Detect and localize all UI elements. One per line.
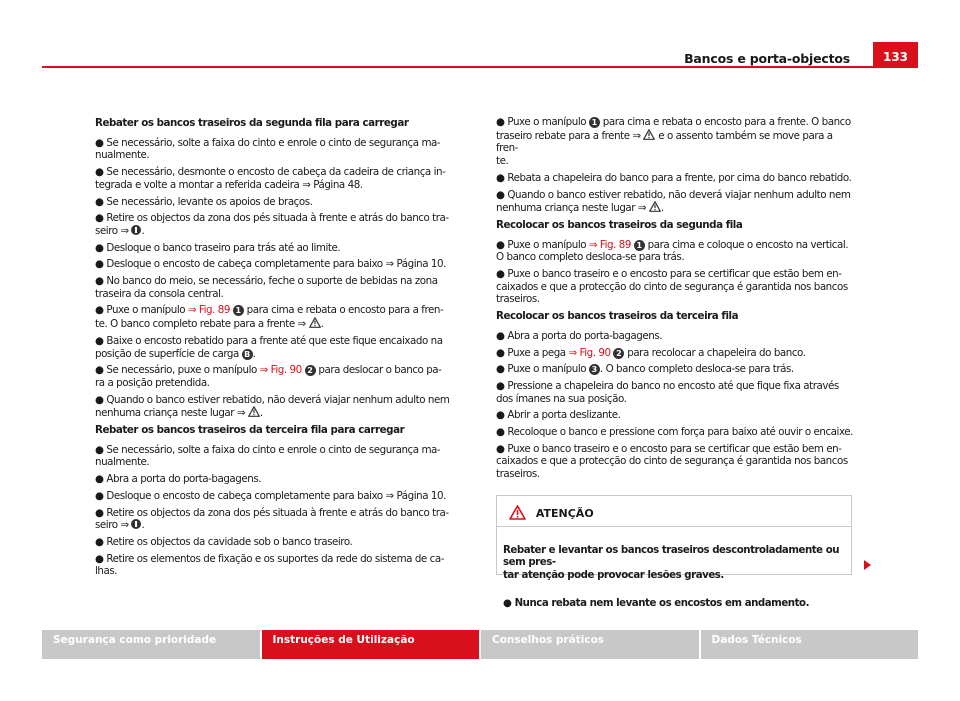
bullet-item (95, 394, 465, 420)
item-text: para recolocar a chapeleira do banco. (624, 346, 806, 359)
section-heading (95, 424, 465, 437)
bullet-marker: ● (95, 275, 104, 288)
bullet-marker: ● (95, 136, 104, 149)
footer-tab[interactable]: Conselhos práticos (481, 630, 699, 659)
figure-reference-link[interactable]: ⇒ Fig. 90 (259, 364, 302, 377)
callout-number-badge: 1 (233, 305, 244, 316)
footer-tab[interactable]: Dados Técnicos (701, 630, 919, 659)
bullet-item (496, 443, 856, 481)
item-text: Puxe o manípulo (106, 304, 188, 317)
bullet-marker: ● (95, 364, 104, 377)
bullet-item (496, 363, 856, 376)
item-text: Abrir a porta deslizante. (507, 409, 621, 422)
item-text: Desloque o banco traseiro para trás até ao limite. (106, 241, 341, 254)
item-text: Recolocar os bancos traseiros da segunda fila (496, 218, 743, 231)
bullet-marker: ● (95, 258, 104, 271)
item-text: Puxe o manípulo (507, 116, 589, 128)
warning-triangle-icon (309, 317, 321, 328)
bullet-item (95, 364, 465, 389)
warning-text: Rebater e levantar os bancos traseiros descontroladamente ou sem pres- tar atenção pode provocar lesões graves. (503, 544, 840, 581)
bullet-item (496, 172, 856, 185)
item-text: Quando o banco estiver rebatido, não deverá viajar nenhum adulto nem nenhuma criança neste lugar ⇒ (496, 188, 851, 215)
footer-nav (42, 630, 918, 659)
bullet-item (496, 380, 856, 405)
info-icon (131, 519, 141, 529)
callout-number-badge: 2 (613, 348, 624, 359)
warning-triangle-icon (248, 406, 260, 417)
item-text: Desloque o encosto de cabeça completamente para baixo ⇒ Página 10. (106, 258, 446, 271)
item-text: Se necessário, puxe o manípulo (106, 364, 260, 377)
bullet-marker: ● (95, 393, 104, 406)
bullet-item (95, 242, 465, 255)
bullet-item (496, 347, 856, 360)
item-text: Puxe o manípulo (507, 238, 589, 251)
bullet-item (95, 473, 465, 486)
warning-triangle-icon (509, 505, 526, 520)
item-text: . (141, 519, 145, 532)
item-text: Baixe o encosto rebatido para a frente até que este fique encaixado na posição de superfície de carga (95, 334, 443, 360)
item-text: Rebater os bancos traseiros da terceira fila para carregar (95, 424, 405, 437)
bullet-marker: ● (496, 329, 505, 342)
item-text: Puxe o manípulo (507, 363, 589, 376)
footer-tab[interactable]: Segurança como prioridade (42, 630, 260, 659)
figure-reference-link[interactable]: ⇒ Fig. 90 (568, 346, 611, 359)
bullet-item (496, 426, 856, 439)
section-title: Bancos e porta-objectos (684, 51, 850, 66)
warning-header (497, 496, 851, 527)
right-column (496, 116, 856, 485)
bullet-marker: ● (95, 489, 104, 502)
warning-title: ATENÇÃO (535, 507, 594, 520)
bullet-item (95, 304, 465, 330)
bullet-item (95, 275, 465, 300)
section-heading (95, 117, 465, 130)
item-text: Abra a porta do porta-bagagens. (507, 329, 663, 342)
item-text: Rebata a chapeleira do banco para a frente, por cima do banco rebatido. (507, 171, 852, 184)
info-icon (131, 225, 141, 235)
footer-tab[interactable]: Instruções de Utilização (262, 630, 480, 659)
item-text: Retire os objectos da zona dos pés situada à frente e atrás do banco tra- seiro ⇒ (95, 212, 449, 237)
item-text: Recoloque o banco e pressione com força para baixo até ouvir o encaixe. (507, 426, 853, 439)
continue-arrow-icon (864, 560, 871, 570)
item-text: Quando o banco estiver rebatido, não deverá viajar nenhum adulto nem nenhuma criança neste lugar ⇒ (95, 393, 450, 420)
page-number: 133 (873, 42, 918, 68)
bullet-marker: ● (95, 304, 104, 317)
item-text: para cima e coloque o encosto na vertical. O banco completo desloca-se para trás. (496, 238, 849, 264)
bullet-item (496, 239, 856, 264)
item-text: para cima e rebata o encosto para a frente. O banco traseiro rebate para a frente ⇒ (496, 116, 851, 142)
item-text: . (259, 407, 263, 420)
bullet-item (95, 166, 465, 191)
warning-triangle-icon (649, 201, 661, 212)
bullet-marker: ● (95, 535, 104, 548)
bullet-item (95, 490, 465, 503)
bullet-item (95, 212, 465, 237)
bullet-marker: ● (503, 597, 512, 609)
item-text: . (660, 202, 664, 215)
left-column (95, 117, 465, 582)
bullet-item (95, 137, 465, 162)
bullet-item (95, 335, 465, 360)
bullet-marker: ● (496, 442, 505, 455)
item-text: para cima e rebata o encosto para a fren- te. O banco completo rebate para a frente ⇒ (95, 304, 444, 331)
bullet-marker: ● (496, 409, 505, 422)
item-text: Retire os elementos de fixação e os suportes da rede do sistema de ca- lhas. (95, 552, 444, 578)
figure-reference-link[interactable]: ⇒ Fig. 89 (187, 304, 230, 317)
bullet-marker: ● (95, 166, 104, 179)
item-text: Se necessário, levante os apoios de braços. (106, 195, 313, 208)
item-text: Puxe a pega (507, 346, 569, 359)
bullet-item (95, 553, 465, 578)
bullet-marker: ● (95, 195, 104, 208)
warning-bullet-text: Nunca rebata nem levante os encostos em andamento. (514, 597, 809, 609)
warning-triangle-icon (643, 129, 655, 140)
item-text: Se necessário, desmonte o encosto de cabeça da cadeira de criança in- tegrada e volte a montar a referida cadeira ⇒ Página 48. (95, 166, 446, 191)
bullet-marker: ● (496, 426, 505, 439)
item-text: Recolocar os bancos traseiros da terceira fila (496, 310, 739, 323)
bullet-marker: ● (95, 212, 104, 225)
item-text: Pressione a chapeleira do banco no encosto até que fique fixa através dos ímanes na sua posição. (496, 379, 839, 405)
callout-number-badge: 1 (589, 117, 600, 128)
warning-body (497, 527, 851, 626)
bullet-item (95, 536, 465, 549)
bullet-marker: ● (496, 238, 505, 251)
bullet-item (95, 258, 465, 271)
bullet-marker: ● (496, 379, 505, 392)
bullet-marker: ● (95, 473, 104, 486)
item-text: . O banco completo desloca-se para trás. (599, 363, 794, 376)
item-text: Se necessário, solte a faixa do cinto e enrole o cinto de segurança ma- nualmente. (95, 443, 441, 469)
item-text: Desloque o encosto de cabeça completamente para baixo ⇒ Página 10. (106, 489, 446, 502)
section-heading (496, 219, 856, 232)
item-text: Retire os objectos da zona dos pés situada à frente e atrás do banco tra- seiro ⇒ (95, 506, 449, 532)
item-text: Retire os objectos da cavidade sob o banco traseiro. (106, 535, 353, 548)
callout-number-badge: 1 (634, 240, 645, 251)
item-text: . (252, 347, 256, 360)
bullet-item (95, 444, 465, 469)
item-text: Abra a porta do porta-bagagens. (106, 473, 262, 486)
bullet-marker: ● (496, 346, 505, 359)
callout-number-badge: 3 (589, 364, 600, 375)
bullet-item (496, 409, 856, 422)
warning-box (496, 495, 852, 609)
bullet-marker: ● (496, 171, 505, 184)
item-text: Puxe o banco traseiro e o encosto para se certificar que estão bem en- caixados e que a protecção do cinto de segurança é garantida nos bancos traseiros. (496, 268, 848, 306)
bullet-item (496, 330, 856, 343)
bullet-item (496, 116, 856, 168)
bullet-marker: ● (95, 334, 104, 347)
bullet-marker: ● (496, 363, 505, 376)
item-text: Puxe o banco traseiro e o encosto para se certificar que estão bem en- caixados e que a protecção do cinto de segurança é garantida nos bancos traseiros. (496, 442, 848, 481)
item-text: No banco do meio, se necessário, feche o suporte de bebidas na zona traseira da consola central. (95, 275, 438, 300)
bullet-marker: ● (496, 268, 505, 281)
section-heading (496, 310, 856, 323)
bullet-marker: ● (95, 506, 104, 519)
bullet-item (496, 268, 856, 306)
bullet-marker: ● (95, 241, 104, 254)
figure-reference-link[interactable]: ⇒ Fig. 89 (588, 238, 631, 251)
bullet-marker: ● (496, 188, 505, 201)
bullet-item (95, 196, 465, 209)
warning-bullet (503, 598, 845, 611)
item-text: . (141, 224, 145, 237)
item-text: . (320, 318, 324, 331)
bullet-marker: ● (95, 443, 104, 456)
bullet-item (95, 507, 465, 532)
bullet-marker: ● (95, 552, 104, 565)
item-text: para deslocar o banco pa- ra a posição pretendida. (95, 364, 442, 389)
callout-number-badge: 2 (305, 365, 316, 376)
bullet-item (496, 189, 856, 215)
item-text: Rebater os bancos traseiros da segunda fila para carregar (95, 117, 409, 129)
page-header (42, 42, 918, 68)
bullet-marker: ● (496, 116, 505, 128)
item-text: Se necessário, solte a faixa do cinto e enrole o cinto de segurança ma- nualmente. (95, 136, 441, 162)
callout-number-badge: B (242, 349, 253, 360)
item-text: e o assento também se move para a fren- te. (496, 129, 833, 168)
